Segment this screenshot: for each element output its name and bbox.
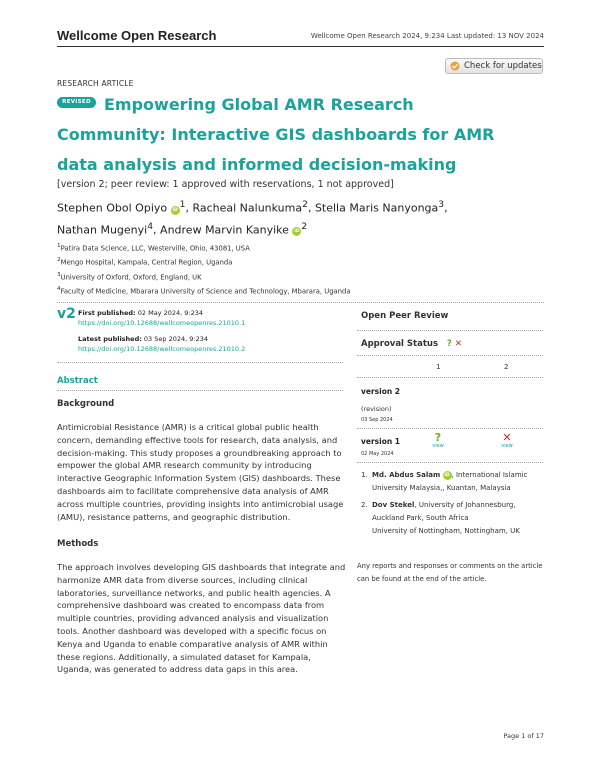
- not-approved-icon: ✕: [454, 339, 462, 349]
- version-1-date: 02 May 2024: [361, 451, 394, 457]
- reviewer-column-1: 1: [436, 363, 441, 371]
- view-link: view: [501, 443, 513, 449]
- reservations-icon: ?: [434, 431, 442, 444]
- affiliations: [57, 240, 351, 297]
- reviewer-name[interactable]: Dov Stekel: [372, 501, 415, 509]
- view-link: view: [432, 443, 444, 449]
- latest-published: Latest published: 03 Sep 2024, 9:234 https://doi.org/10.12688/wellcomeopenres.21010.2: [78, 335, 246, 353]
- background-heading: Background: [57, 399, 115, 409]
- reviewer-name[interactable]: Md. Abdus Salam: [372, 471, 441, 479]
- reviewer-item: 2. Dov Stekel, University of Johannesburg, Auckland Park, South Africa University of Nottingham, Nottingham, UK: [361, 501, 520, 535]
- version-2-sub: (revision): [361, 405, 392, 413]
- check-updates-icon: [450, 61, 460, 71]
- check-for-updates-button[interactable]: [445, 58, 543, 74]
- version-2-date: 03 Sep 2024: [361, 417, 393, 423]
- review-2-mark[interactable]: [496, 432, 518, 450]
- reservations-icon: ?: [446, 339, 452, 349]
- version-line: [version 2; peer review: 1 approved with reservations, 1 not approved]: [57, 179, 394, 190]
- methods-heading: Methods: [57, 539, 99, 549]
- reviewer-list: [361, 469, 546, 538]
- section-divider: [57, 362, 343, 363]
- version-marker: v2: [57, 306, 76, 322]
- header-rule: [57, 46, 544, 47]
- author-name[interactable]: Nathan Mugenyi: [57, 223, 148, 237]
- author-name[interactable]: Stephen Obol Opiyo: [57, 201, 168, 215]
- header-meta: Wellcome Open Research 2024, 9:234 Last updated: 13 NOV 2024: [310, 32, 544, 40]
- page-number: Page 1 of 17: [503, 732, 544, 740]
- journal-name: Wellcome Open Research: [57, 28, 217, 43]
- article-title: Empowering Global AMR Research Community: Interactive GIS dashboards for AMR data analysis and informed decision-making: [57, 95, 495, 174]
- not-approved-icon: ✕: [502, 431, 512, 444]
- reviewer-item: 1. Md. Abdus Salam iD , International Islamic University Malaysia,, Kuantan, Malaysia: [361, 471, 528, 492]
- orcid-icon[interactable]: iD: [444, 473, 450, 478]
- affiliation-item: $^3$University of Oxford, Oxford, England, UK: [57, 271, 202, 281]
- section-divider: [57, 390, 343, 391]
- abstract-heading: Abstract: [57, 376, 98, 386]
- affiliation-item: $^1$Patira Data Science, LLC, Westerville, Ohio, 43081, USA: [57, 243, 250, 253]
- author-name[interactable]: Racheal Nalunkuma: [192, 201, 303, 215]
- orcid-icon[interactable]: iD: [294, 229, 300, 235]
- first-doi-link[interactable]: https://doi.org/10.12688/wellcomeopenres.21010.1: [78, 319, 246, 327]
- first-published: First published: 02 May 2024, 9:234 https://doi.org/10.12688/wellcomeopenres.21010.1: [78, 309, 246, 327]
- affiliation-item: $^2$Mengo Hospital, Kampala, Central Region, Uganda: [57, 257, 233, 267]
- reviewer-column-2: 2: [504, 363, 509, 371]
- review-1-mark[interactable]: [427, 432, 449, 450]
- article-type: RESEARCH ARTICLE: [57, 79, 134, 88]
- author-list: Stephen Obol Opiyo $iD^1$, Racheal Nalunkuma$^2$, Stella Maris Nanyonga$^3$, Nathan Mugenyi$^4$, Andrew Marvin Kanyike $iD^2$: [57, 199, 448, 237]
- author-name[interactable]: Andrew Marvin Kanyike: [160, 223, 289, 237]
- revised-badge: REVISED: [57, 97, 96, 108]
- version-1-label: version 1: [361, 437, 401, 446]
- peer-review-title: Open Peer Review: [361, 311, 449, 321]
- peer-review-note: Any reports and responses or comments on the article can be found at the end of the article.: [357, 562, 543, 583]
- open-peer-review-panel: [357, 302, 543, 590]
- latest-doi-link[interactable]: https://doi.org/10.12688/wellcomeopenres.21010.2: [78, 345, 246, 353]
- version-2-label: version 2: [361, 387, 401, 396]
- check-updates-label: Check for updates: [464, 61, 542, 71]
- author-name[interactable]: Stella Maris Nanyonga: [314, 201, 439, 215]
- background-text: Antimicrobial Resistance (AMR) is a critical global public health concern, demanding effective tools for research, data analysis, and decision-making. This study proposes a groundbreaking approach to empower the global AMR research community by introducing interactive Geographic Information System (GIS) dashboards. These dashboards aim to facilitate comprehensive data analysis of AMR across multiple countries, providing insights into antimicrobial usage (AMU), resistance patterns, and geographic distribution.: [57, 422, 344, 522]
- orcid-icon[interactable]: iD: [172, 207, 178, 213]
- methods-text: The approach involves developing GIS dashboards that integrate and harmonize AMR data from diverse sources, including clinical laboratories, surveillance networks, and public health agencies. A comprehensive dashboard was created to encompass data from multiple countries, providing advanced analysis and visualization tools. Another dashboard was developed with a specific focus on Kenya and Uganda to enable comparative analysis of AMR within these regions. Additionally, a simulated dataset for Kampala, Uganda, was generated to address data gaps in this area.: [57, 562, 346, 675]
- approval-status-label: Approval Status ? ✕: [361, 339, 462, 349]
- affiliation-item: $^4$Faculty of Medicine, Mbarara University of Science and Technology, Mbarara, Uganda: [57, 285, 351, 296]
